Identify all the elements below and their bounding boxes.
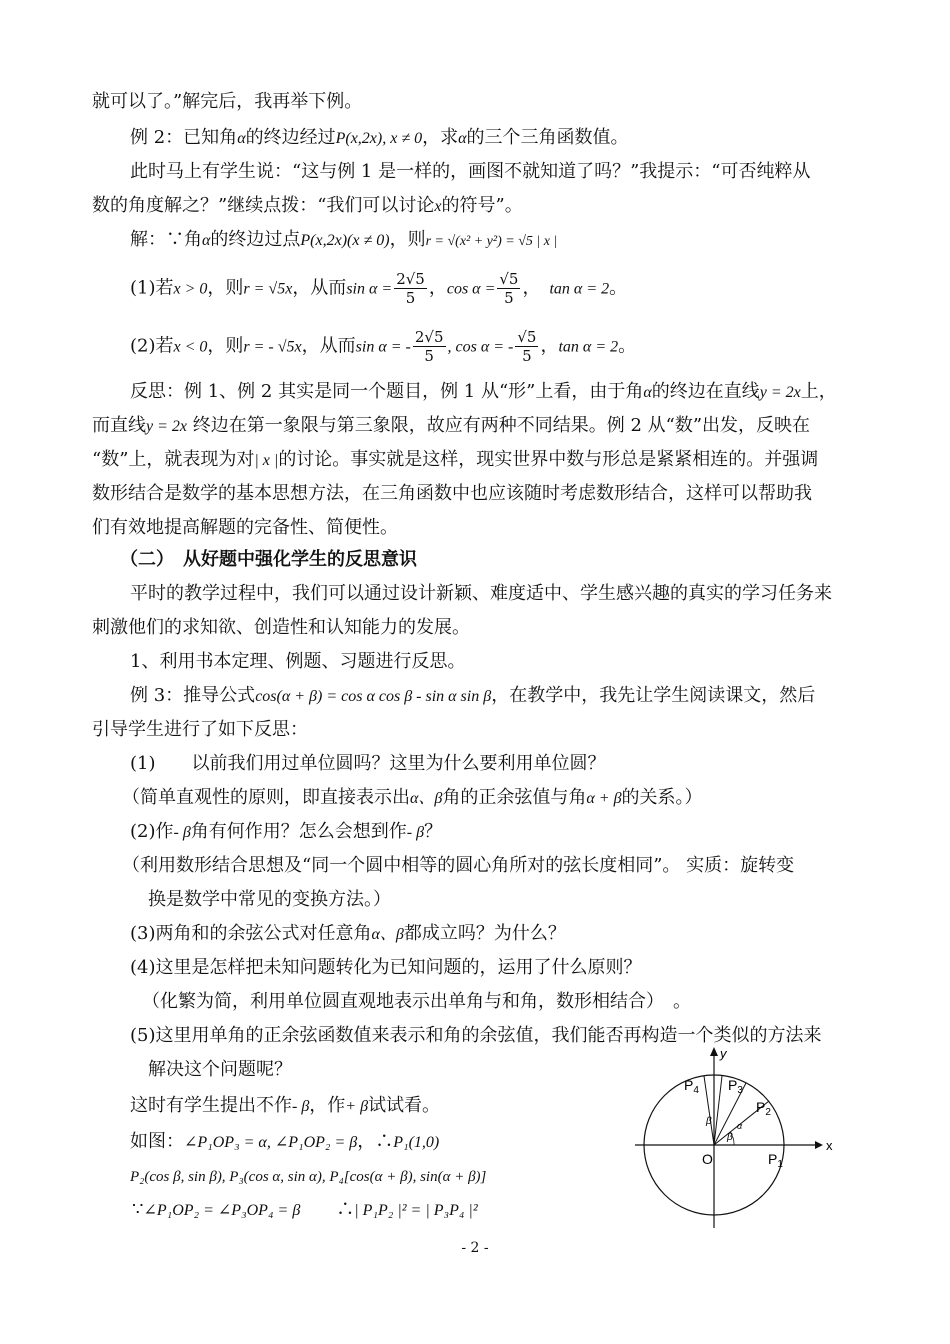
fraction	[394, 270, 427, 307]
math: sin α =	[346, 280, 393, 298]
math: sin α = -	[355, 338, 411, 356]
text-line	[92, 716, 872, 744]
text: ，在教学中，我先让学生阅读课文，然后	[491, 685, 816, 706]
text-line	[92, 614, 872, 642]
math: x > 0	[173, 280, 208, 298]
text: 如图：	[130, 1131, 184, 1152]
text: “数”上，就表现为对	[92, 449, 255, 470]
y-axis-arrow	[710, 1047, 718, 1056]
text: 的终边经过	[245, 127, 336, 148]
text: 引导学生进行了如下反思：	[92, 719, 308, 740]
fraction	[413, 328, 446, 365]
case-2-line	[130, 328, 910, 365]
solution-line	[130, 226, 910, 256]
text: ，则	[207, 277, 244, 299]
text-line	[92, 192, 872, 221]
text-line	[130, 648, 910, 676]
text: 例 3：推导公式	[130, 685, 256, 706]
text: ，	[522, 277, 532, 299]
point-p1-label	[768, 1151, 783, 1170]
text-line	[130, 1092, 610, 1121]
text: 反思：例 1、例 2 其实是同一个题目，例 1 从“形”上看，由于角	[130, 381, 644, 402]
math: | x |	[254, 452, 279, 469]
text: 试试看。	[368, 1095, 441, 1116]
page-number: - 2 -	[461, 1240, 489, 1256]
denominator: 5	[405, 289, 416, 307]
math: | P₁P₂ |² = | P₃P₄ |²	[354, 1202, 478, 1219]
text-line	[130, 1128, 610, 1157]
math: y = 2x	[146, 418, 187, 435]
text: (1) 以前我们用过单位圆吗？这里为什么要利用单位圆？	[130, 753, 606, 774]
numerator: √5	[499, 270, 519, 288]
p-letter: P	[756, 1099, 766, 1115]
math: P(x,2x)(x ≠ 0)	[300, 232, 390, 249]
text: 的三个三角函数值。	[466, 127, 629, 148]
text: (3)两角和的余弦公式对任意角	[130, 923, 372, 944]
text: 的讨论。事实就是这样，现实世界中数与形总是紧紧相连的。并强调	[278, 449, 819, 470]
text: （化繁为简，利用单位圆直观地表示出单角与和角，数形相结合） 。	[142, 991, 691, 1012]
text: ∵	[132, 1199, 144, 1220]
text: 1、利用书本定理、例题、习题进行反思。	[130, 651, 466, 672]
text-line	[130, 920, 910, 949]
text: ∴	[336, 1199, 355, 1220]
text: 都成立吗？为什么？	[403, 923, 566, 944]
math: + β	[345, 1098, 369, 1115]
text: （简单直观性的原则，即直接表示出	[122, 787, 410, 808]
math: ∠P₁OP₃ = α, ∠P₁OP₂ = β	[184, 1134, 358, 1151]
text: 刺激他们的求知欲、创造性和认知能力的发展。	[92, 617, 470, 638]
angle-alpha-label: α	[737, 1121, 743, 1131]
text: 的符号”。	[441, 195, 523, 216]
text: 就可以了。”解完后，我再举下例。	[92, 91, 363, 112]
text-line	[130, 580, 910, 608]
unit-circle-figure	[630, 1040, 860, 1230]
x-axis-arrow	[815, 1141, 823, 1149]
math: cos α =	[446, 280, 496, 298]
text: 的关系。）	[621, 787, 703, 808]
denominator: 5	[424, 347, 434, 365]
text: ？	[424, 821, 443, 842]
text-line	[92, 446, 872, 475]
text: ，则	[207, 335, 244, 357]
math: - β	[173, 824, 191, 841]
math: r = √(x² + y²) = √5 | x |	[425, 234, 558, 249]
math: tan α = 2	[549, 280, 610, 298]
text: 终边在第一象限与第三象限，故应有两种不同结果。例 2 从“数”出发，反映在	[187, 415, 811, 436]
text: ，	[540, 335, 559, 357]
text: ，从而	[301, 335, 356, 357]
example-2	[130, 124, 910, 153]
text: 角有何作用？怎么会想到作	[190, 821, 407, 842]
math: α + β	[586, 790, 622, 807]
axis-label-x: x	[826, 1138, 833, 1153]
math: - β	[406, 824, 425, 841]
text-line	[142, 988, 922, 1016]
text: (2)若	[130, 335, 174, 357]
text: 换是数学中常见的变换方法。）	[148, 889, 391, 910]
text: ，作	[309, 1095, 346, 1116]
math: α、β	[410, 790, 443, 807]
text: 此时马上有学生说：“这与例 1 是一样的，画图不就知道了吗？”我提示：“可否纯粹从	[130, 161, 811, 182]
reflection-line	[130, 378, 910, 407]
text: 角的正余弦值与角	[442, 787, 587, 808]
math-line	[132, 1196, 612, 1225]
math: r = √5x	[243, 280, 293, 298]
math: P(x,2x), x ≠ 0	[335, 130, 423, 147]
text: ，∴	[357, 1131, 394, 1152]
math: α	[643, 384, 652, 401]
text-line	[92, 514, 872, 542]
text: 数的角度解之？”继续点拨：“我们可以讨论	[92, 195, 435, 216]
math: y = 2x	[759, 384, 801, 401]
text-line	[122, 852, 902, 880]
p-letter: P	[684, 1077, 694, 1093]
case-1-line	[130, 270, 910, 307]
text: 的终边过点	[210, 229, 301, 250]
text: 。	[609, 277, 628, 299]
math: - β	[292, 1098, 310, 1115]
text: 们有效地提高解题的完备性、简便性。	[92, 517, 398, 538]
text: ，从而	[292, 277, 347, 299]
point-p4-label	[684, 1077, 699, 1096]
math: tan α = 2	[558, 338, 619, 356]
math: x < 0	[173, 338, 208, 356]
text-line	[92, 480, 872, 508]
fraction	[497, 270, 520, 307]
math: α	[237, 130, 246, 147]
text-line	[148, 886, 928, 914]
numerator: √5	[517, 328, 537, 346]
math: r = - √5x	[243, 338, 302, 356]
text: ，则	[389, 229, 426, 250]
text: (4)这里是怎样把未知问题转化为已知问题的，运用了什么原则？	[130, 957, 642, 978]
text: 这时有学生提出不作	[130, 1095, 292, 1116]
subscript: 3	[737, 1085, 743, 1096]
text: (2)作	[130, 821, 174, 842]
math-line	[130, 1162, 610, 1191]
text: ，	[428, 277, 447, 299]
text: (5)这里用单角的正余弦函数值来表示和角的余弦值，我们能否再构造一个类似的方法来	[130, 1025, 822, 1046]
text: 解决这个问题呢？	[148, 1059, 292, 1080]
text-line	[130, 158, 910, 186]
text: ，求	[422, 127, 459, 148]
math: ∠P₁OP₂ = ∠P₃OP₄ = β	[143, 1202, 301, 1219]
text-line	[130, 954, 910, 982]
text-line	[130, 750, 910, 778]
denominator: 5	[522, 347, 532, 365]
ray-op4	[714, 1076, 722, 1145]
text: (1)若	[130, 277, 174, 299]
subscript: 1	[777, 1159, 783, 1170]
numerator: 2√5	[396, 270, 425, 288]
subscript: 4	[693, 1085, 699, 1096]
text: 。	[618, 335, 637, 357]
math: α、β	[371, 926, 404, 943]
math: cos(α + β) = cos α cos β - sin α sin β	[255, 688, 492, 705]
text: 的终边在直线	[651, 381, 760, 402]
text: 上，	[800, 381, 837, 402]
text-line	[130, 818, 910, 847]
section-heading	[120, 546, 900, 574]
origin-label: O	[702, 1151, 713, 1167]
math: P₁(1,0)	[393, 1134, 440, 1151]
example-3	[130, 682, 910, 711]
p-letter: P	[768, 1151, 778, 1167]
text: 而直线	[92, 415, 146, 436]
text: 解：∵角	[130, 229, 202, 250]
heading-text: （二） 从好题中强化学生的反思意识	[120, 549, 417, 570]
fraction	[515, 328, 538, 365]
math: , cos α = -	[447, 338, 514, 356]
angle-beta-label: β	[706, 1116, 712, 1127]
math: P₂(cos β, sin β), P₃(cos α, sin α), P₄[cos(α + β), sin(α + β)]	[130, 1169, 487, 1185]
text: （利用数形结合思想及“同一个圆中相等的圆心角所对的弦长度相同”。 实质：旋转变	[122, 855, 795, 876]
axis-label-y: y	[720, 1046, 727, 1061]
text: 例 2：已知角	[130, 127, 238, 148]
angle-beta-label-2: β	[727, 1132, 733, 1143]
numerator: 2√5	[414, 328, 444, 346]
text: 数形结合是数学的基本思想方法，在三角函数中也应该随时考虑数形结合，这样可以帮助我	[92, 483, 812, 504]
denominator: 5	[504, 289, 514, 307]
ray-op4b	[704, 1076, 714, 1145]
text-line	[92, 88, 872, 116]
text-line	[122, 784, 902, 813]
text: 平时的教学过程中，我们可以通过设计新颖、难度适中、学生感兴趣的真实的学习任务来	[130, 583, 832, 604]
subscript: 2	[765, 1107, 771, 1118]
math: α	[202, 232, 211, 249]
math: x	[434, 198, 442, 215]
text-line	[92, 412, 872, 441]
p-letter: P	[728, 1077, 738, 1093]
math: α	[458, 130, 467, 147]
